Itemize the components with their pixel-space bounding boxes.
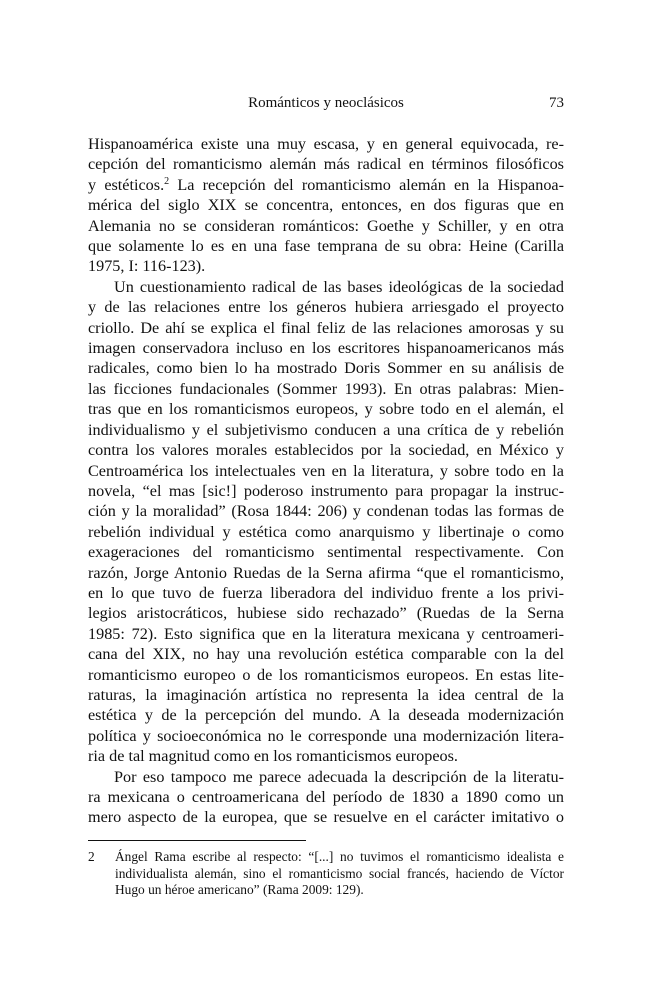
text-line: 1985: 72). Esto significa que en la literatura mexicana y centroameri- [88,624,564,643]
text-line [88,644,564,664]
text-line: Hispanoamérica existe una muy escasa, y en general equivocada, re- [88,135,564,153]
text-line: individualismo y el subjetivismo conducen a una crítica de y rebelión [88,420,564,439]
text-line: Un cuestionamiento radical de las bases ideológicas de la sociedad [114,277,564,296]
footnote-line: individualista alemán, sino el romanticismo social francés, haciendo de Víctor [115,865,564,881]
text-line: las ficciones fundacionales (Sommer 1993). En otras palabras: Mien- [88,379,564,398]
paragraph-2 [88,277,564,767]
footnote-line: Ángel Rama escribe al respecto: “[...] no tuvimos el romanticismo idealista e [115,849,564,864]
footnote-rule [88,840,306,841]
text-line: en lo que tuvo de fuerza liberadora del individuo frente a los privi- [88,583,564,602]
footnote-reference: 2 [164,175,170,187]
text-line: exageraciones del romanticismo sentimental respectivamente. Con [88,543,564,562]
text-segment: , no hay una revolución estética comparable con la del [181,645,564,664]
footnote-text [115,849,564,899]
text-line: Centroamérica los intelectuales ven en la literatura, y sobre todo en la [88,461,564,480]
text-line: 1975, I: 116-123). [88,257,206,276]
text-line: razón, Jorge Antonio Ruedas de la Serna afirma “que el romanticismo, [88,563,564,582]
text-line: ria de tal magnitud como en los romanticismos europeos. [88,747,458,766]
paragraph-3 [88,767,564,828]
text-line: y de las relaciones entre los géneros hubiera arriesgado el proyecto [88,298,564,317]
running-title: Románticos y neoclásicos [248,95,404,111]
text-line: cepción del romanticismo alemán más radical en términos filosóficos [88,155,564,174]
text-segment: cana del [88,645,153,664]
footnote-number: 2 [88,849,95,864]
paragraph-1 [88,134,564,277]
text-line: radicales, como bien lo ha mostrado Doris Sommer en su análisis de [88,359,564,378]
text-segment: se concentra, entonces, en dos figuras que en [236,196,564,215]
text-line: mero aspecto de la europea, que se resuelve en el carácter imitativo o [88,808,564,827]
century-numeral: XIX [152,645,182,664]
text-segment: La recepción del romanticismo alemán en la Hispanoa- [177,175,564,194]
text-line: ra mexicana o centroamericana del período de 1830 a 1890 como un [88,788,564,806]
text-line [88,195,564,215]
footnote-line: Hugo un héroe americano” (Rama 2009: 129). [115,882,364,897]
text-segment: mérica del siglo [88,196,208,215]
text-line: legios aristocráticos, hubiese sido rechazado” (Ruedas de la Serna [88,604,564,623]
text-line: que solamente lo es en una fase temprana de su obra: Heine (Carilla [88,237,564,256]
text-line: política y socioeconómica no le corresponde una modernización litera- [88,726,564,745]
text-line: criollo. De ahí se explica el final feliz de las relaciones amorosas y su [88,318,564,337]
text-line: novela, “el mas [sic!] poderoso instrumento para propagar la instruc- [88,481,564,500]
text-line: ción y la moralidad” (Rosa 1844: 206) y condenan todas las formas de [88,502,564,521]
text-segment: y estéticos. [88,175,165,194]
century-numeral: XIX [207,196,237,215]
text-line: Por eso tampoco me parece adecuada la descripción de la literatu- [114,767,564,786]
text-line: tras que en los romanticismos europeos, y sobre todo en el alemán, el [88,400,564,419]
running-header [88,95,564,115]
text-line: rebelión individual y estética como anarquismo y libertinaje o como [88,522,564,541]
page-number: 73 [549,95,564,111]
text-line: imagen conservadora incluso en los escritores hispanoamericanos más [88,339,564,358]
text-line: romanticismo europeo o de los romanticismos europeos. En estas lite- [88,665,564,684]
body-text [88,134,564,828]
text-line [88,175,564,195]
text-line: estética y de la percepción del mundo. A la deseada modernización [88,706,564,725]
text-line: Alemania no se consideran románticos: Goethe y Schiller, y en otra [88,216,564,235]
text-line: raturas, la imaginación artística no representa la idea central de la [88,685,564,704]
text-line: contra los valores morales establecidos por la sociedad, en México y [88,441,564,460]
